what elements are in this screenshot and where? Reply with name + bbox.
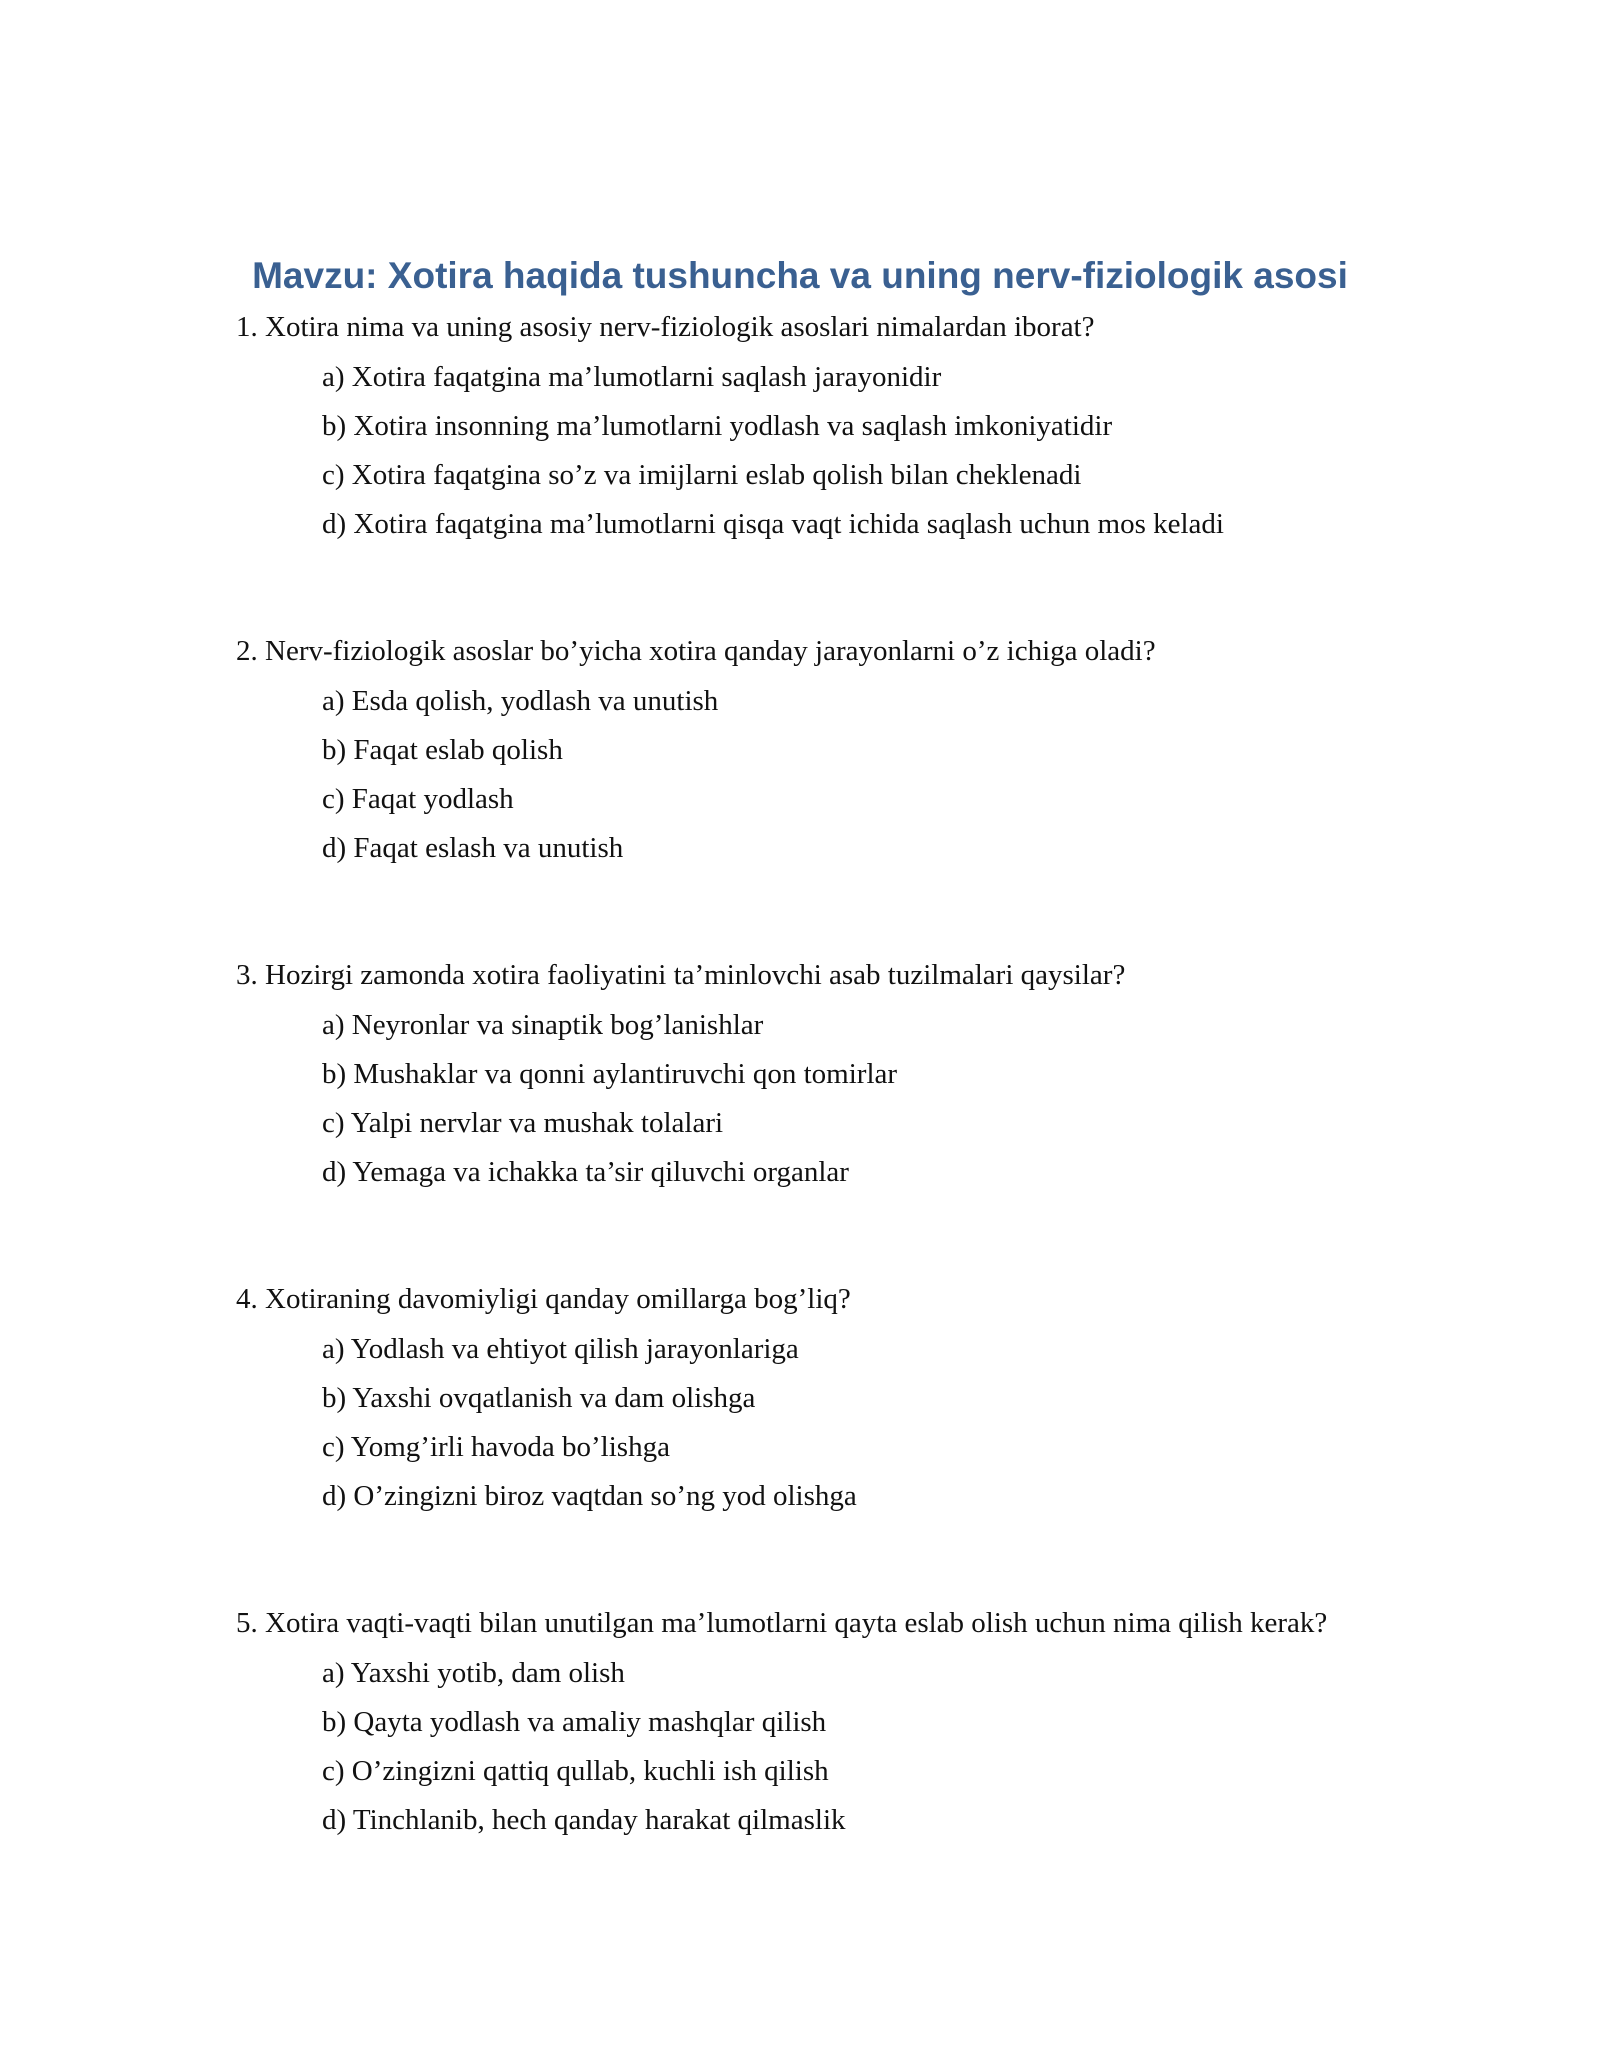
answer-option-a: a) Xotira faqatgina ma’lumotlarni saqlash jarayonidir [322,361,942,393]
question-3 [236,955,1356,1192]
answer-options [236,1329,1356,1516]
answer-option-c: c) Yomg’irli havoda bo’lishga [322,1431,670,1463]
answer-option-b: b) Qayta yodlash va amaliy mashqlar qilish [322,1706,827,1738]
answer-option-a: a) Yaxshi yotib, dam olish [322,1657,625,1689]
question-text: 5. Xotira vaqti-vaqti bilan unutilgan ma’lumotlarni qayta eslab olish uchun nima qilish kerak? [236,1607,1328,1639]
answer-option-d: d) O’zingizni biroz vaqtdan so’ng yod olishga [322,1480,857,1512]
question-1 [236,307,1356,544]
answer-option-d: d) Yemaga va ichakka ta’sir qiluvchi organlar [322,1156,849,1188]
answer-option-b: b) Faqat eslab qolish [322,734,563,766]
answer-options [236,1005,1356,1192]
answer-option-a: a) Esda qolish, yodlash va unutish [322,685,719,717]
answer-option-c: c) O’zingizni qattiq qullab, kuchli ish qilish [322,1755,829,1787]
answer-option-b: b) Xotira insonning ma’lumotlarni yodlash va saqlash imkoniyatidir [322,410,1113,442]
question-text: 1. Xotira nima va uning asosiy nerv-fiziologik asoslari nimalardan iborat? [236,311,1095,343]
answer-option-c: c) Faqat yodlash [322,783,514,815]
answer-option-a: a) Neyronlar va sinaptik bog’lanishlar [322,1009,764,1041]
answer-option-b: b) Yaxshi ovqatlanish va dam olishga [322,1382,756,1414]
answer-options [236,357,1356,544]
answer-options [236,681,1356,868]
question-text: 2. Nerv-fiziologik asoslar bo’yicha xotira qanday jarayonlarni o’z ichiga oladi? [236,635,1156,667]
question-text: 3. Hozirgi zamonda xotira faoliyatini ta’minlovchi asab tuzilmalari qaysilar? [236,959,1126,991]
answer-option-d: d) Tinchlanib, hech qanday harakat qilmaslik [322,1804,846,1836]
answer-options [236,1653,1356,1840]
question-2 [236,631,1356,868]
answer-option-c: c) Xotira faqatgina so’z va imijlarni eslab qolish bilan cheklenadi [322,459,1082,491]
answer-option-d: d) Xotira faqatgina ma’lumotlarni qisqa vaqt ichida saqlash uchun mos keladi [322,508,1224,540]
question-text: 4. Xotiraning davomiyligi qanday omillarga bog’liq? [236,1283,851,1315]
answer-option-d: d) Faqat eslash va unutish [322,832,624,864]
question-4 [236,1279,1356,1516]
question-5 [236,1603,1356,1840]
question-list [236,307,1356,1927]
answer-option-a: a) Yodlash va ehtiyot qilish jarayonlariga [322,1333,799,1365]
answer-option-c: c) Yalpi nervlar va mushak tolalari [322,1107,724,1139]
answer-option-b: b) Mushaklar va qonni aylantiruvchi qon tomirlar [322,1058,898,1090]
document-title: Mavzu: Xotira haqida tushuncha va uning nerv-fiziologik asosi [252,255,1348,296]
